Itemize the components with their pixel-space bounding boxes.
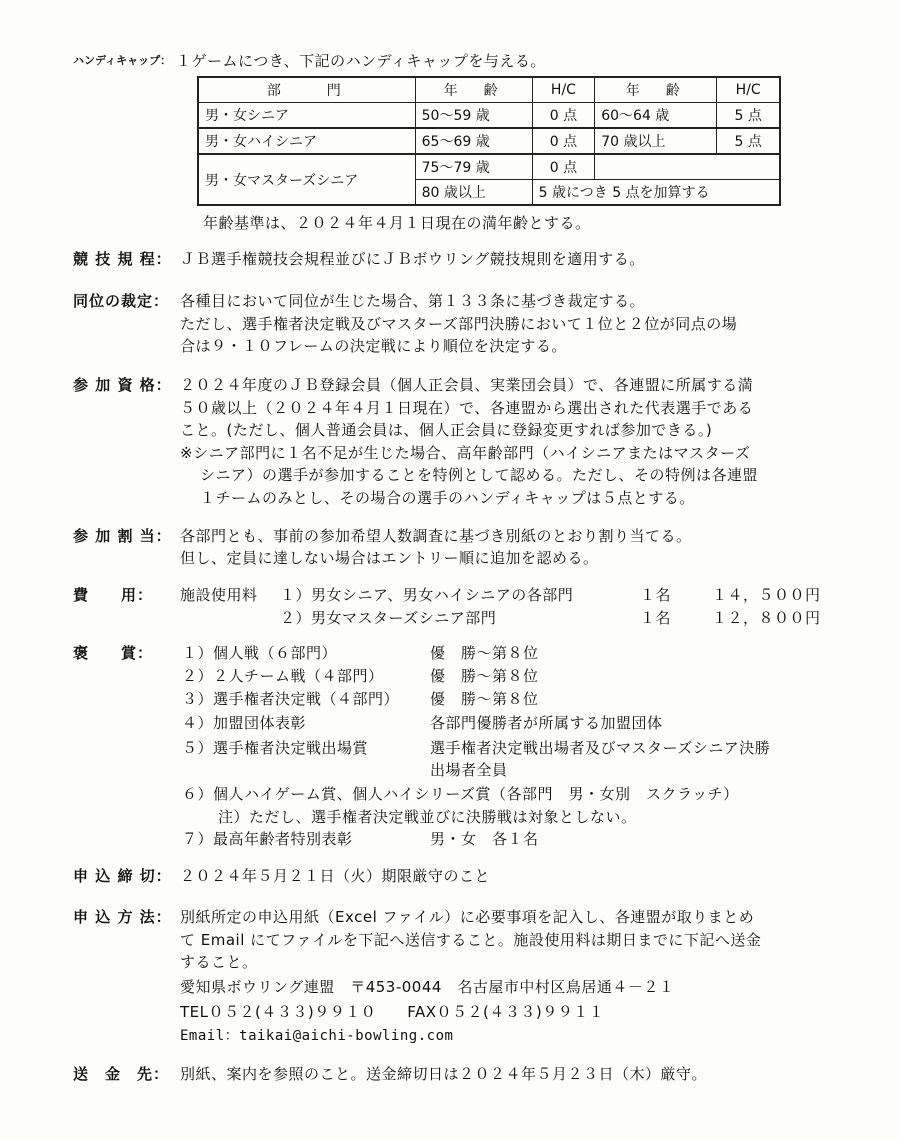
fee-item-name: １）男女シニア、男女ハイシニアの各部門 [280, 586, 574, 604]
table-row [198, 103, 780, 129]
award-detail: 選手権者決定戦出場者及びマスターズシニア決勝 [430, 739, 771, 757]
header-hc-1: H/C [532, 77, 595, 103]
eligibility-line: こと。(ただし、個人普通会員は、個人正会員に登録変更すれば参加できる。) [180, 421, 713, 439]
award-name: ５）選手権者決定戦出場賞 [182, 739, 369, 757]
empty-cell [595, 154, 780, 180]
allocation-line: 但し、定員に達しない場合はエントリー順に追加を認める。 [180, 549, 599, 567]
eligibility-line: ２０２４年度のＪＢ登録会員（個人正会員、実業団会員）で、各連盟に所属する満 [180, 376, 754, 394]
allocation-label: 参 加 割 当： [73, 527, 172, 545]
hc-cell: 5 点 [717, 128, 780, 154]
allocation-line: 各部門とも、事前の参加希望人数調査に基づき別紙のとおり割り当てる。 [180, 527, 692, 545]
award-detail: 出場者全員 [430, 761, 508, 779]
table-header-row [198, 77, 780, 103]
eligibility-line: シニア）の選手が参加することを特例として認める。ただし、その特例は各連盟 [200, 466, 759, 484]
age-cell: 70 歳以上 [595, 128, 717, 154]
age-cell: 65～69 歳 [415, 128, 532, 154]
award-name: １）個人戦（６部門） [182, 644, 338, 662]
table-row [198, 154, 780, 180]
eligibility-line: １チームのみとし、その場合の選手のハンディキャップは５点とする。 [200, 489, 695, 507]
rules-label: 競 技 規 程： [73, 250, 172, 268]
award-detail: 優 勝～第８位 [430, 644, 539, 662]
tel-fax: TEL０５２(４３３)９９１０ FAX０５２(４３３)９９１１ [180, 1003, 605, 1021]
eligibility-line: ５０歳以上（２０２４年４月１日現在）で、各連盟から選出された代表選手である [180, 399, 754, 417]
tie-line: 合は９・１０フレームの決定戦により順位を決定する。 [180, 337, 567, 355]
fee-item-name: ２）男女マスターズシニア部門 [280, 609, 497, 627]
eligibility-line: ※シニア部門に１名不足が生じた場合、高年齢部門（ハイシニアまたはマスターズ [180, 444, 751, 462]
award-name: ４）加盟団体表彰 [182, 714, 307, 732]
award-detail: 優 勝～第８位 [430, 667, 539, 685]
rules-text: ＪＢ選手権競技会規程並びにＪＢボウリング競技規則を適用する。 [180, 250, 645, 268]
fee-item-count: １名 [640, 586, 672, 604]
header-division: 部 門 [198, 77, 415, 103]
division-cell: 男・女シニア [198, 103, 415, 129]
apply-line: て Email にてファイルを下記へ送信すること。施設使用料は期日までに下記へ送金 [180, 931, 762, 949]
hc-cell: 0 点 [532, 103, 595, 129]
age-cell: 60～64 歳 [595, 103, 717, 129]
header-age-1: 年 齢 [415, 77, 532, 103]
header-hc-2: H/C [717, 77, 780, 103]
fees-label: 費 用： [73, 586, 154, 604]
remit-text: 別紙、案内を参照のこと。送金締切日は２０２４年５月２３日（木）厳守。 [180, 1065, 708, 1083]
fee-item-amount: １４，５００円 [712, 586, 821, 604]
fees-title: 施設使用料 [180, 586, 258, 604]
fee-item-amount: １２，８００円 [712, 609, 821, 627]
hc-cell: 0 点 [532, 154, 595, 180]
fee-item-count: １名 [640, 609, 672, 627]
hc-cell: 5 点 [717, 103, 780, 129]
hc-cell: 0 点 [532, 128, 595, 154]
apply-label: 申 込 方 法： [73, 908, 172, 926]
award-item-6-note: 注）ただし、選手権者決定戦並びに決勝戦は対象としない。 [218, 808, 637, 826]
award-item-6: ６）個人ハイゲーム賞、個人ハイシリーズ賞（各部門 男・女別 スクラッチ） [182, 785, 739, 803]
tie-line: ただし、選手権者決定戦及びマスターズ部門決勝において１位と２位が同点の場 [180, 315, 738, 333]
award-detail: 各部門優勝者が所属する加盟団体 [430, 714, 663, 732]
tie-label: 同位の裁定： [73, 292, 170, 310]
tie-line: 各種目において同位が生じた場合、第１３３条に基づき裁定する。 [180, 292, 646, 310]
age-note: 年齢基準は、２０２４年４月１日現在の満年齢とする。 [203, 214, 591, 232]
award-detail: 優 勝～第８位 [430, 690, 539, 708]
age-cell: 75～79 歳 [415, 154, 532, 180]
handicap-intro: １ゲームにつき、下記のハンディキャップを与える。 [176, 52, 546, 70]
award-name: ２）２人チーム戦（４部門） [182, 667, 384, 685]
age-cell: 50～59 歳 [415, 103, 532, 129]
award-name: ７）最高年齢者特別表彰 [182, 830, 353, 848]
eligibility-label: 参 加 資 格： [73, 376, 172, 394]
division-cell: 男・女ハイシニア [198, 128, 415, 154]
table-row [198, 128, 780, 154]
apply-line: すること。 [180, 953, 258, 971]
age-cell: 80 歳以上 [415, 180, 532, 206]
deadline-label: 申 込 締 切： [73, 867, 172, 885]
award-name: ３）選手権者決定戦（４部門） [182, 690, 400, 708]
header-age-2: 年 齢 [595, 77, 717, 103]
handicap-table [197, 76, 781, 206]
awards-label: 褒 賞： [73, 644, 154, 662]
apply-line: 別紙所定の申込用紙（Excel ファイル）に必要事項を記入し、各連盟が取りまとめ [180, 908, 755, 926]
remit-label: 送 金 先： [73, 1065, 170, 1083]
hc-cell: 5 歳につき 5 点を加算する [532, 180, 780, 206]
org-address: 愛知県ボウリング連盟 〒453-0044 名古屋市中村区鳥居通４－２１ [180, 978, 675, 996]
division-cell: 男・女マスターズシニア [198, 154, 415, 205]
award-detail: 男・女 各１名 [430, 830, 539, 848]
email-address: Email：taikai@aichi-bowling.com [180, 1028, 454, 1044]
deadline-text: ２０２４年５月２１日（火）期限厳守のこと [180, 867, 491, 885]
handicap-label: ハンディキャップ： [73, 54, 172, 67]
